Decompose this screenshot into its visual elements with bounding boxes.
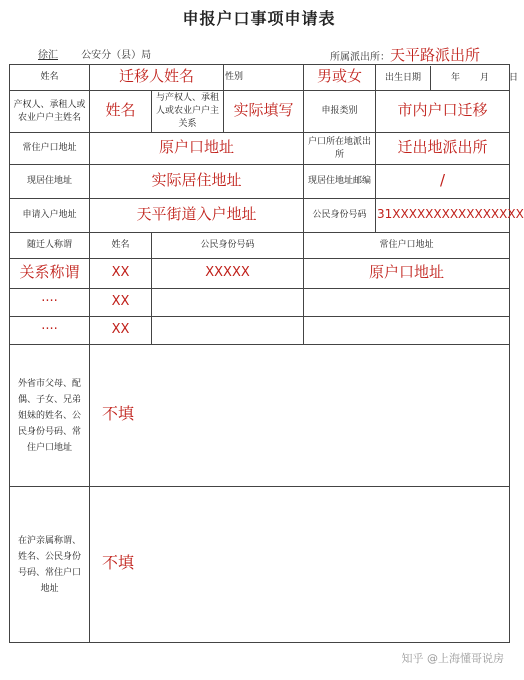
companions-header-row	[10, 233, 510, 259]
dob-cell[interactable]	[376, 65, 519, 91]
type-value: 市内户口迁移	[397, 100, 488, 119]
name-cell[interactable]	[90, 65, 224, 91]
row-residence	[10, 133, 510, 165]
shanghai-relatives-cell[interactable]	[90, 487, 510, 643]
companion-relation[interactable]	[10, 259, 90, 289]
owner-label: 产权人、承租人或农业户户主姓名	[10, 91, 90, 133]
dob-year: 年	[451, 72, 461, 83]
relation-value: 实际填写	[233, 100, 294, 119]
gender-label-cell	[224, 65, 304, 91]
companion-address[interactable]	[304, 259, 510, 289]
companion-name-value: XX	[111, 294, 130, 309]
district-header	[18, 46, 151, 61]
table-row	[10, 289, 510, 317]
shanghai-relatives-row	[10, 487, 510, 643]
residence-value: 原户口地址	[159, 137, 235, 156]
companion-relation-value: ····	[41, 322, 58, 337]
id-cell[interactable]	[376, 199, 524, 233]
companion-id-value: XXXXX	[205, 265, 250, 280]
companion-name[interactable]	[90, 259, 152, 289]
outside-relatives-label: 外省市父母、配偶、子女、兄弟姐妹的姓名、公民身份号码、常住户口地址	[10, 345, 90, 487]
companion-relation-value: ····	[41, 294, 58, 309]
companion-address[interactable]	[304, 317, 510, 345]
apply-value: 天平街道入户地址	[136, 204, 257, 223]
outside-relatives-row	[10, 345, 510, 487]
relation-cell[interactable]	[224, 91, 304, 133]
id-label: 公民身份号码	[304, 199, 376, 233]
district-value: 徐汇	[38, 50, 58, 61]
station-cell[interactable]	[376, 133, 510, 165]
apply-label: 申请入户地址	[10, 199, 90, 233]
type-label: 申报类别	[304, 91, 376, 133]
companion-name-value: XX	[111, 322, 130, 337]
postcode-value: /	[439, 170, 446, 189]
gender-label: 性别	[225, 72, 244, 82]
watermark: 知乎 @上海懂哥说房	[401, 652, 504, 665]
outside-relatives-value: 不填	[102, 404, 135, 423]
table-row	[10, 317, 510, 345]
companion-name[interactable]	[90, 317, 152, 345]
dob-day: 日	[509, 72, 519, 83]
gender-value: 男或女	[317, 66, 363, 85]
name-value: 迁移人姓名	[119, 66, 195, 85]
apply-cell[interactable]	[90, 199, 304, 233]
police-value: 天平路派出所	[390, 46, 481, 64]
current-value: 实际居住地址	[151, 170, 242, 189]
dob-month: 月	[480, 72, 490, 83]
row-owner	[10, 91, 510, 133]
owner-cell[interactable]	[90, 91, 152, 133]
dob-label: 出生日期	[376, 66, 431, 90]
residence-label: 常住户口地址	[10, 133, 90, 165]
form-title: 申报户口事项申请表	[182, 9, 336, 28]
companion-id[interactable]	[152, 317, 304, 345]
companion-address-header: 常住户口地址	[304, 233, 510, 259]
postcode-cell[interactable]	[376, 165, 510, 199]
companion-relation[interactable]	[10, 317, 90, 345]
companion-id[interactable]	[152, 259, 304, 289]
residence-cell[interactable]	[90, 133, 304, 165]
application-form-table	[9, 64, 524, 643]
id-value: 31XXXXXXXXXXXXXXXX	[377, 207, 524, 221]
companion-id[interactable]	[152, 289, 304, 317]
district-suffix: 公安分（县）局	[81, 50, 152, 61]
companion-name-header: 姓名	[90, 233, 152, 259]
current-label: 现居住地址	[10, 165, 90, 199]
companion-relation-header: 随迁人称谓	[10, 233, 90, 259]
row-apply	[10, 199, 510, 233]
companion-relation-value: 关系称谓	[19, 262, 80, 281]
station-label: 户口所在地派出所	[304, 133, 376, 165]
shanghai-relatives-value: 不填	[102, 553, 135, 572]
station-value: 迁出地派出所	[397, 137, 488, 156]
companion-address-value: 原户口地址	[369, 262, 445, 281]
owner-value: 姓名	[105, 100, 136, 119]
outside-relatives-cell[interactable]	[90, 345, 510, 487]
relation-label: 与产权人、承租人或农业户户主关系	[152, 91, 224, 133]
row-current	[10, 165, 510, 199]
gender-cell[interactable]	[304, 65, 376, 91]
companion-relation[interactable]	[10, 289, 90, 317]
police-label: 所属派出所：	[330, 52, 390, 63]
postcode-label: 现居住地址邮编	[304, 165, 376, 199]
name-label: 姓名	[10, 65, 90, 91]
type-cell[interactable]	[376, 91, 510, 133]
police-header	[330, 44, 480, 65]
companion-id-header: 公民身份号码	[152, 233, 304, 259]
companion-name-value: XX	[111, 265, 130, 280]
current-cell[interactable]	[90, 165, 304, 199]
row-name	[10, 65, 510, 91]
shanghai-relatives-label: 在沪亲属称谓、姓名、公民身份号码、常住户口地址	[10, 487, 90, 643]
table-row	[10, 259, 510, 289]
companion-name[interactable]	[90, 289, 152, 317]
companion-address[interactable]	[304, 289, 510, 317]
